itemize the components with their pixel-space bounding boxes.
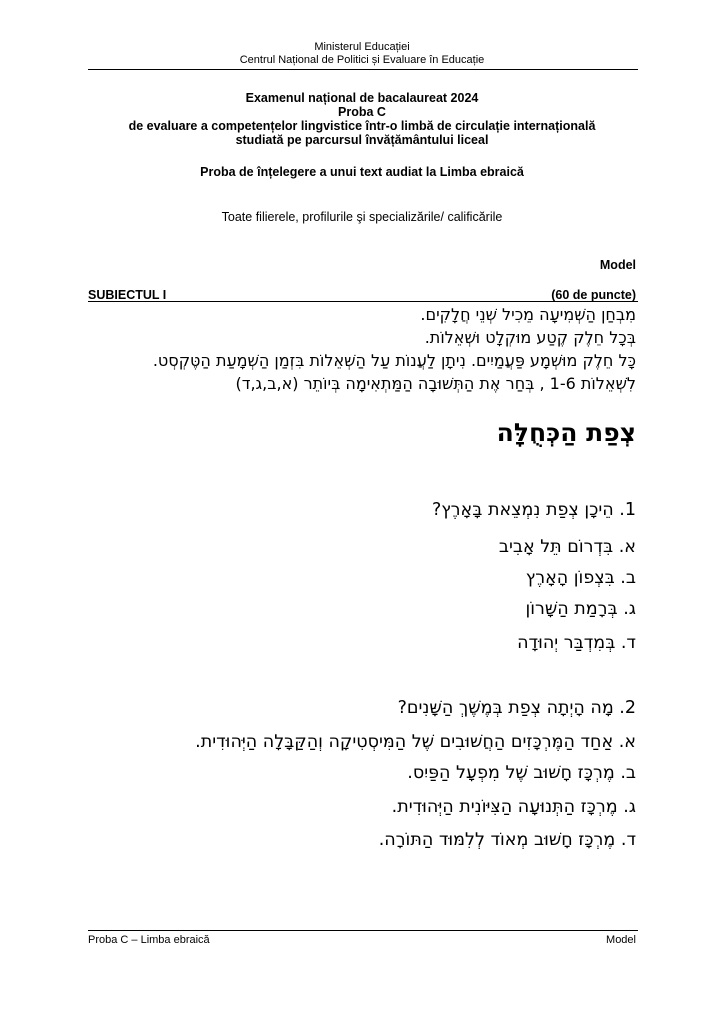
exam-description-2: studiată pe parcursul învățământului liceal — [235, 133, 489, 147]
section-points: (60 de puncte) — [551, 288, 636, 302]
question-1-option-c: ג. בְּרָמַת הַשָּׁרוֹן — [525, 599, 636, 619]
header-center: Centrul Național de Politici și Evaluare în Educație — [239, 54, 485, 66]
question-1-option-a: א. בִּדְרוֹם תֵּל אָבִיב — [498, 537, 636, 557]
section-rule — [88, 301, 638, 302]
exam-title: Examenul național de bacalaureat 2024 — [245, 91, 479, 105]
question-2-option-c: ג. מֶרְכָּז הַתְּנוּעָה הַצִּיּוֹנִית הַיְּהוּדִית. — [391, 797, 636, 817]
question-1-option-d: ד. בְּמִדְבַּר יְהוּדָה — [517, 633, 636, 653]
question-2-option-a: א. אַחַד הַמֶּרְכָּזִים הַחֲשׁוּבִים שֶׁל הַמִּיסְטִיקָה וְהַקַּבָּלָה הַיְּהוּדִית. — [195, 732, 636, 752]
model-label: Model — [599, 258, 636, 272]
text-title: צְפַת הַכְּחֻלָּה — [496, 418, 636, 447]
question-1: 1. הֵיכָן צְפַת נִמְצֵאת בָּאָרֶץ? — [431, 500, 636, 520]
exam-subtitle: Proba de înțelegere a unui text audiat la Limba ebraică — [200, 165, 524, 179]
question-1-option-b: ב. בִּצְפוֹן הָאָרֶץ — [525, 568, 636, 588]
footer-right: Model — [606, 934, 636, 946]
instruction-line: כָּל חֵלֶק מוּשְׁמָע פַּעֲמַיִים. נִיתָן לַעֲנוֹת עַל הַשְּׁאֵלוֹת בִּזְמַן הַשְׁמָעַת הַטֶּקְסְט. — [152, 351, 636, 370]
instruction-line: לִשְׁאֵלוֹת 1-6 , בְּחַר אֶת הַתְּשׁוּבָה הַמַּתְאִימָה בְּיוֹתֵר (א,ב,ג,ד) — [235, 374, 636, 393]
section-label: SUBIECTUL I — [88, 288, 167, 302]
exam-description: de evaluare a competențelor lingvistice într-o limbă de circulație internațională — [128, 119, 596, 133]
instruction-line: מִבְחַן הַשְּׁמִיעָה מֵכִיל שְׁנֵי חֲלָקִים. — [420, 305, 636, 324]
question-2-option-d: ד. מֶרְכָּז חָשׁוּב מְאוֹד לְלִמּוּד הַתּוֹרָה. — [378, 830, 636, 850]
question-2-option-b: ב. מֶרְכָּז חָשׁוּב שֶׁל מִפְעָל הַפַּיִס. — [407, 763, 636, 783]
question-2: 2. מָה הָיְתָה צְפַת בְּמֶשֶׁךְ הַשָּׁנִים? — [397, 698, 636, 718]
instruction-line: בְּכָל חֵלֶק קֶטַע מוּקְלָט וּשְׁאֵלוֹת. — [424, 328, 636, 347]
footer-rule — [88, 930, 638, 931]
footer-left: Proba C – Limba ebraică — [88, 934, 210, 946]
exam-scope: Toate filierele, profilurile şi specializările/ calificările — [221, 210, 503, 224]
exam-proba: Proba C — [338, 105, 386, 119]
header-ministry: Ministerul Educației — [314, 41, 410, 53]
header-rule — [88, 69, 638, 70]
